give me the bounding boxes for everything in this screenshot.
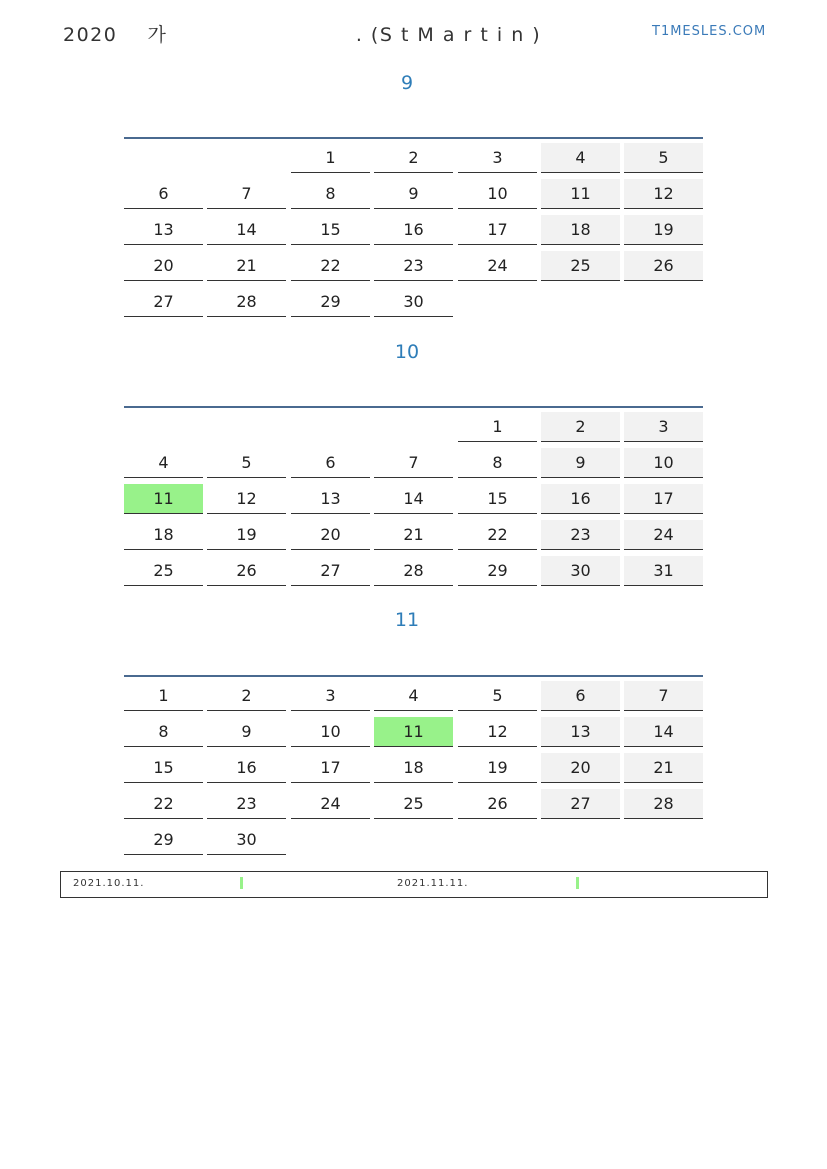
calendar-day-cell: 13 — [541, 717, 620, 747]
calendar-week-row — [124, 408, 703, 444]
calendar-day-cell: 31 — [624, 556, 703, 586]
calendar-day-cell: 24 — [624, 520, 703, 550]
calendar-nov — [124, 675, 703, 857]
calendar-day-cell: 4 — [374, 681, 453, 711]
calendar-day-cell: 3 — [624, 412, 703, 442]
calendar-day-cell: 8 — [291, 179, 370, 209]
calendar-day-cell: 28 — [374, 556, 453, 586]
calendar-day-cell: 30 — [541, 556, 620, 586]
month-title-oct: 10 — [394, 341, 420, 363]
calendar-day-cell: 2 — [541, 412, 620, 442]
legend-holiday-marker — [576, 877, 579, 889]
month-title-sep: 9 — [400, 72, 414, 94]
calendar-day-cell: 12 — [207, 484, 286, 514]
calendar-day-cell: 14 — [624, 717, 703, 747]
calendar-day-cell: 6 — [124, 179, 203, 209]
calendar-day-cell: 27 — [291, 556, 370, 586]
calendar-day-cell: 25 — [374, 789, 453, 819]
legend-holiday-marker — [240, 877, 243, 889]
calendar-day-cell: 18 — [124, 520, 203, 550]
calendar-day-cell: 29 — [124, 825, 203, 855]
calendar-sep — [124, 137, 703, 319]
calendar-day-cell: 23 — [541, 520, 620, 550]
calendar-day-cell: 23 — [374, 251, 453, 281]
calendar-day-cell: 24 — [458, 251, 537, 281]
calendar-week-row — [124, 175, 703, 211]
calendar-day-cell: 3 — [458, 143, 537, 173]
calendar-day-cell: 21 — [374, 520, 453, 550]
calendar-day-cell: 26 — [624, 251, 703, 281]
calendar-day-cell: 9 — [374, 179, 453, 209]
calendar-day-cell: 10 — [291, 717, 370, 747]
calendar-week-row — [124, 516, 703, 552]
calendar-day-cell: 21 — [207, 251, 286, 281]
calendar-day-cell: 8 — [458, 448, 537, 478]
calendar-day-cell: 1 — [458, 412, 537, 442]
calendar-day-cell: 12 — [624, 179, 703, 209]
calendar-day-cell: 6 — [291, 448, 370, 478]
calendar-day-cell: 18 — [374, 753, 453, 783]
calendar-day-cell: 19 — [624, 215, 703, 245]
calendar-day-cell: 13 — [291, 484, 370, 514]
calendar-day-cell: 28 — [207, 287, 286, 317]
calendar-day-cell: 16 — [541, 484, 620, 514]
site-brand-link[interactable]: T1MESLES.COM — [652, 24, 767, 39]
calendar-day-cell: 2 — [207, 681, 286, 711]
calendar-day-cell: 12 — [458, 717, 537, 747]
calendar-day-cell: 17 — [624, 484, 703, 514]
calendar-day-cell: 14 — [374, 484, 453, 514]
calendar-week-row — [124, 480, 703, 516]
calendar-day-cell: 15 — [291, 215, 370, 245]
calendar-week-row — [124, 247, 703, 283]
calendar-day-cell: 19 — [207, 520, 286, 550]
calendar-week-row — [124, 749, 703, 785]
calendar-day-cell: 3 — [291, 681, 370, 711]
calendar-day-cell: 22 — [124, 789, 203, 819]
calendar-week-row — [124, 713, 703, 749]
calendar-day-cell: 19 — [458, 753, 537, 783]
calendar-day-cell: 21 — [624, 753, 703, 783]
calendar-day-cell: 5 — [458, 681, 537, 711]
legend-date: 2021.11.11. — [397, 878, 469, 889]
calendar-week-row — [124, 283, 703, 319]
calendar-day-cell: 18 — [541, 215, 620, 245]
calendar-day-cell: 27 — [541, 789, 620, 819]
calendar-day-cell: 25 — [541, 251, 620, 281]
calendar-day-cell: 30 — [374, 287, 453, 317]
calendar-week-row — [124, 552, 703, 588]
calendar-day-cell: 9 — [207, 717, 286, 747]
calendar-day-cell: 20 — [124, 251, 203, 281]
calendar-day-cell: 15 — [124, 753, 203, 783]
calendar-day-cell: 20 — [541, 753, 620, 783]
calendar-day-cell: 7 — [207, 179, 286, 209]
calendar-holiday-cell: 11 — [124, 484, 203, 514]
calendar-day-cell: 23 — [207, 789, 286, 819]
calendar-day-cell: 5 — [624, 143, 703, 173]
calendar-day-cell: 16 — [374, 215, 453, 245]
calendar-week-row — [124, 785, 703, 821]
calendar-week-row — [124, 444, 703, 480]
calendar-week-row — [124, 677, 703, 713]
calendar-day-cell: 17 — [458, 215, 537, 245]
calendar-day-cell: 6 — [541, 681, 620, 711]
calendar-day-cell: 28 — [624, 789, 703, 819]
calendar-day-cell: 2 — [374, 143, 453, 173]
calendar-day-cell: 22 — [291, 251, 370, 281]
calendar-day-cell: 13 — [124, 215, 203, 245]
calendar-day-cell: 8 — [124, 717, 203, 747]
calendar-day-cell: 29 — [291, 287, 370, 317]
calendar-day-cell: 7 — [624, 681, 703, 711]
calendar-week-row — [124, 139, 703, 175]
page-title: 2020 가 . (S t M a r t i n ) — [63, 24, 542, 46]
calendar-day-cell: 15 — [458, 484, 537, 514]
calendar-day-cell: 29 — [458, 556, 537, 586]
calendar-day-cell: 20 — [291, 520, 370, 550]
calendar-week-row — [124, 821, 703, 857]
calendar-day-cell: 17 — [291, 753, 370, 783]
calendar-day-cell: 4 — [541, 143, 620, 173]
calendar-day-cell: 26 — [458, 789, 537, 819]
calendar-day-cell: 9 — [541, 448, 620, 478]
calendar-day-cell: 27 — [124, 287, 203, 317]
calendar-day-cell: 1 — [124, 681, 203, 711]
calendar-holiday-cell: 11 — [374, 717, 453, 747]
calendar-day-cell: 30 — [207, 825, 286, 855]
calendar-day-cell: 24 — [291, 789, 370, 819]
calendar-day-cell: 5 — [207, 448, 286, 478]
legend-date: 2021.10.11. — [73, 878, 145, 889]
calendar-day-cell: 10 — [458, 179, 537, 209]
calendar-day-cell: 14 — [207, 215, 286, 245]
calendar-day-cell: 25 — [124, 556, 203, 586]
calendar-day-cell: 22 — [458, 520, 537, 550]
calendar-day-cell: 4 — [124, 448, 203, 478]
calendar-day-cell: 7 — [374, 448, 453, 478]
calendar-week-row — [124, 211, 703, 247]
calendar-day-cell: 11 — [541, 179, 620, 209]
holiday-legend — [60, 871, 768, 898]
calendar-day-cell: 26 — [207, 556, 286, 586]
calendar-day-cell: 10 — [624, 448, 703, 478]
calendar-oct — [124, 406, 703, 588]
calendar-day-cell: 16 — [207, 753, 286, 783]
month-title-nov: 11 — [394, 609, 420, 631]
calendar-day-cell: 1 — [291, 143, 370, 173]
